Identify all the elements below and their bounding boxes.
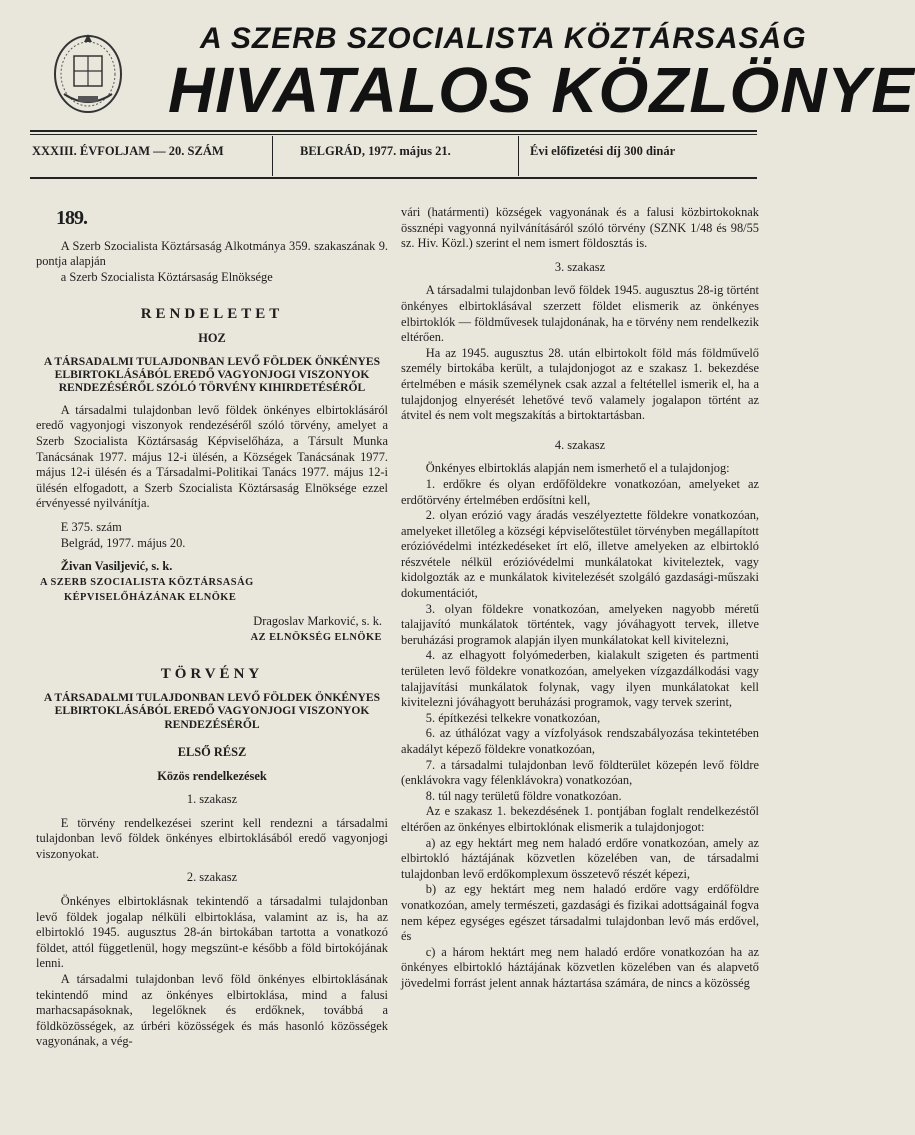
list-item: 2. olyan erózió vagy áradás veszélyeztette földekre vonatkozóan, amelyeket illetőleg a községi képviselőtestület törvényben megállapított erózióvédelmi intézkedéseket írt elő, illetve amelyeken az elbirtokló részvétele nélkül erózióvédelmi munkálatokat kiviteleztek, vagy kidolgozták az e munkálatok kivitelezését szolgáló gazdasági-műszaki dokumentációt,: [401, 508, 759, 601]
subscription-info: Évi előfizetési díj 300 dinár: [530, 144, 676, 158]
list-item: 4. az elhagyott folyómederben, kialakult szigeten és partmenti területen levő földekre vonatkozóan, amelyeken vízgazdálkodási vagy talajjavítási munkálatok folynak, vagy ilyen munkálatokat kell kivitelezni jóváhagyott beruházási programok, vagy tervek szerint,: [401, 648, 759, 710]
sub-item: b) az egy hektárt meg nem haladó erdőre vagy erdőföldre vonatkozóan, amely természeti, gazdasági és fizikai adottságainál fogva nem képez egységes egészet társadalmi tulajdonban levő más erdővel, és: [401, 882, 759, 944]
part-subheading: Közös rendelkezések: [157, 768, 267, 783]
decree-hoz: HOZ: [198, 330, 226, 345]
info-divider: [272, 136, 273, 176]
section-heading: 2. szakasz: [186, 870, 238, 885]
law-title: A TÁRSADALMI TULAJDONBAN LEVŐ FÖLDEK ÖNKÉNYES ELBIRTOKLÁSÁBÓL EREDŐ VAGYONJOGI VISZONYOK RENDEZÉSÉRŐL: [43, 690, 381, 731]
section-text: Az e szakasz 1. bekezdésének 1. pontjában foglalt rendelkezéstől eltérően az önkényes elbirtoklónak elismerik a tulajdonjogot:: [401, 804, 759, 834]
volume-info: XXXIII. ÉVFOLJAM — 20. SZÁM: [32, 144, 224, 158]
info-divider: [518, 136, 519, 176]
reference-number: E 375. szám: [60, 519, 122, 534]
decree-title: A TÁRSADALMI TULAJDONBAN LEVŐ FÖLDEK ÖNKÉNYES ELBIRTOKLÁSÁBÓL EREDŐ VAGYONJOGI VISZONYOK RENDEZÉSÉRŐL SZÓLÓ TÖRVÉNY KIHIRDETÉSÉRŐL: [43, 354, 381, 395]
part-heading: ELSŐ RÉSZ: [177, 744, 247, 759]
intro-text: A Szerb Szocialista Köztársaság Alkotmánya 359. szakaszának 9. pontja alapján: [36, 238, 388, 269]
signatory-name: Živan Vasiljević, s. k.: [60, 559, 173, 574]
signatory-name: Dragoslav Marković, s. k.: [253, 613, 382, 628]
sub-item: a) az egy hektárt meg nem haladó erdőre vonatkozóan, amely az elbirtokló háztájának közvetlen közelében van, de társadalmi tulajdonban levő erdőkomplexum összetevő részét képezi,: [401, 835, 759, 881]
list-item: 8. túl nagy területű földre vonatkozóan.: [425, 788, 622, 803]
masthead-subtitle: A SZERB SZOCIALISTA KÖZTÁRSASÁG: [200, 22, 807, 55]
signatory-role: A SZERB SZOCIALISTA KÖZTÁRSASÁG: [40, 576, 254, 588]
decree-heading: RENDELETET: [140, 306, 284, 323]
signatory-role: AZ ELNÖKSÉG ELNÖKE: [250, 631, 382, 643]
masthead-rule-bottom: [30, 177, 757, 179]
intro-text: a Szerb Szocialista Köztársaság Elnöksége: [60, 269, 273, 284]
masthead-title: HIVATALOS KÖZLÖNYE: [168, 54, 915, 126]
law-heading: TÖRVÉNY: [160, 666, 264, 683]
list-item: 7. a társadalmi tulajdonban levő földterület közepén levő földre (enklávokra vagy félenklávokra) vonatkozóan,: [401, 757, 759, 788]
section-text: A társadalmi tulajdonban levő föld önkényes elbirtoklásának tekintendő mind az önkényes elbirtoklása, mind a falusi marhacsapásoknak, legelőknek és erdőknek, továbbá a földközösségek, az úrbéri közösségek és más hasonló közösségek vagyonának, a vég-: [36, 972, 388, 1049]
list-item: 1. erdőkre és olyan erdőföldekre vonatkozóan, amelyeket az erdőtörvény értelmében erdősítni kell,: [401, 476, 759, 507]
masthead-rule-top-thin: [30, 134, 757, 135]
document-number: 189.: [56, 207, 87, 229]
section-text: A társadalmi tulajdonban levő földek 1945. augusztus 28-ig történt önkényes elbirtoklásával szerzett földet elismerik az önkényes elbirtoklók — földművesek tulajdonának, ha e törvény nem rendelkezik eltérően.: [401, 283, 759, 345]
state-emblem-icon: [50, 24, 126, 116]
list-item: 6. az úthálózat vagy a vízfolyások rendszabályozása tekintetében akadályt képező földekre vonatkozóan,: [401, 726, 759, 756]
list-item: 3. olyan földekre vonatkozóan, amelyeken nagyobb méretű talajjavító munkálatok történtek, vagy jóváhagyott tervek, illetve beruházási programok alapján ilyen munkálatokat kell kivitelezni,: [401, 601, 759, 647]
section-heading: 3. szakasz: [554, 259, 606, 274]
right-column: [401, 205, 759, 992]
masthead-rule-top: [30, 130, 757, 132]
reference-date: Belgrád, 1977. május 20.: [60, 535, 186, 550]
continued-text: vári (határmenti) községek vagyonának és a falusi közbirtokoknak össznépi vagyonná nyilvánításáról szóló törvény (SZNK 1/48 és 98/55 sz. Hiv. Közl.) szerint el nem ismert földosztás is.: [401, 205, 759, 251]
list-item: 5. építkezési telkekre vonatkozóan,: [425, 710, 601, 725]
section-text: Ha az 1945. augusztus 28. után elbirtokolt föld más földművelő személy birtokába került, a tulajdonjogot az e szakasz 1. bekezdése értelmében e másik személynek csak azzal a feltétellel ismerik el, ha a tulajdonjog elnyerését lehetővé tevő valamely jogalapon történt az átvitel és nem volt megszakítás a birtoktartásban.: [401, 345, 759, 423]
signatory-role: KÉPVISELŐHÁZÁNAK ELNÖKE: [64, 592, 237, 604]
decree-body: A társadalmi tulajdonban levő földek önkényes elbirtoklásáról eredő vagyonjogi viszonyok rendezéséről szóló törvény, amelyet a Szerb Szocialista Köztársaság Képviselőháza, a Társult Munka Tanácsának 1977. május 12-i ülésén, a Községek Tanácsának 1977. május 12-i ülésén és a Társadalmi-Politikai Tanács 1977. május 12-i ülésén elfogadott, a Szerb Szocialista Köztársaság Elnöksége ezzel érvényessé nyilvánítja.: [36, 402, 388, 511]
place-date: BELGRÁD, 1977. május 21.: [300, 144, 451, 158]
sub-item: c) a három hektárt meg nem haladó erdőre vonatkozóan ha az önkényes elbirtokló háztájának közvetlen közelében van és alapvető jövedelmi forrást jelent annak háztartása számára, de nincs a közösség: [401, 944, 759, 990]
section-text: E törvény rendelkezései szerint kell rendezni a társadalmi tulajdonban levő földek önkényes elbirtoklásából eredő vagyonjogi viszonyokat.: [36, 815, 388, 861]
left-column: [36, 205, 388, 1050]
section-heading: 4. szakasz: [554, 437, 606, 452]
section-text: Önkényes elbirtoklás alapján nem ismerhető el a tulajdonjog:: [425, 461, 730, 476]
section-text: Önkényes elbirtoklásnak tekintendő a társadalmi tulajdonban levő földek jogalap nélküli elbirtoklása, valamint az is, ha az elbirtokló 1945. augusztus 28-án birtokában tartotta a vonatkozó földet, attól függetlenül, hogy megszünt-e később a föld birtokójának lenni.: [36, 894, 388, 971]
section-heading: 1. szakasz: [186, 792, 238, 807]
